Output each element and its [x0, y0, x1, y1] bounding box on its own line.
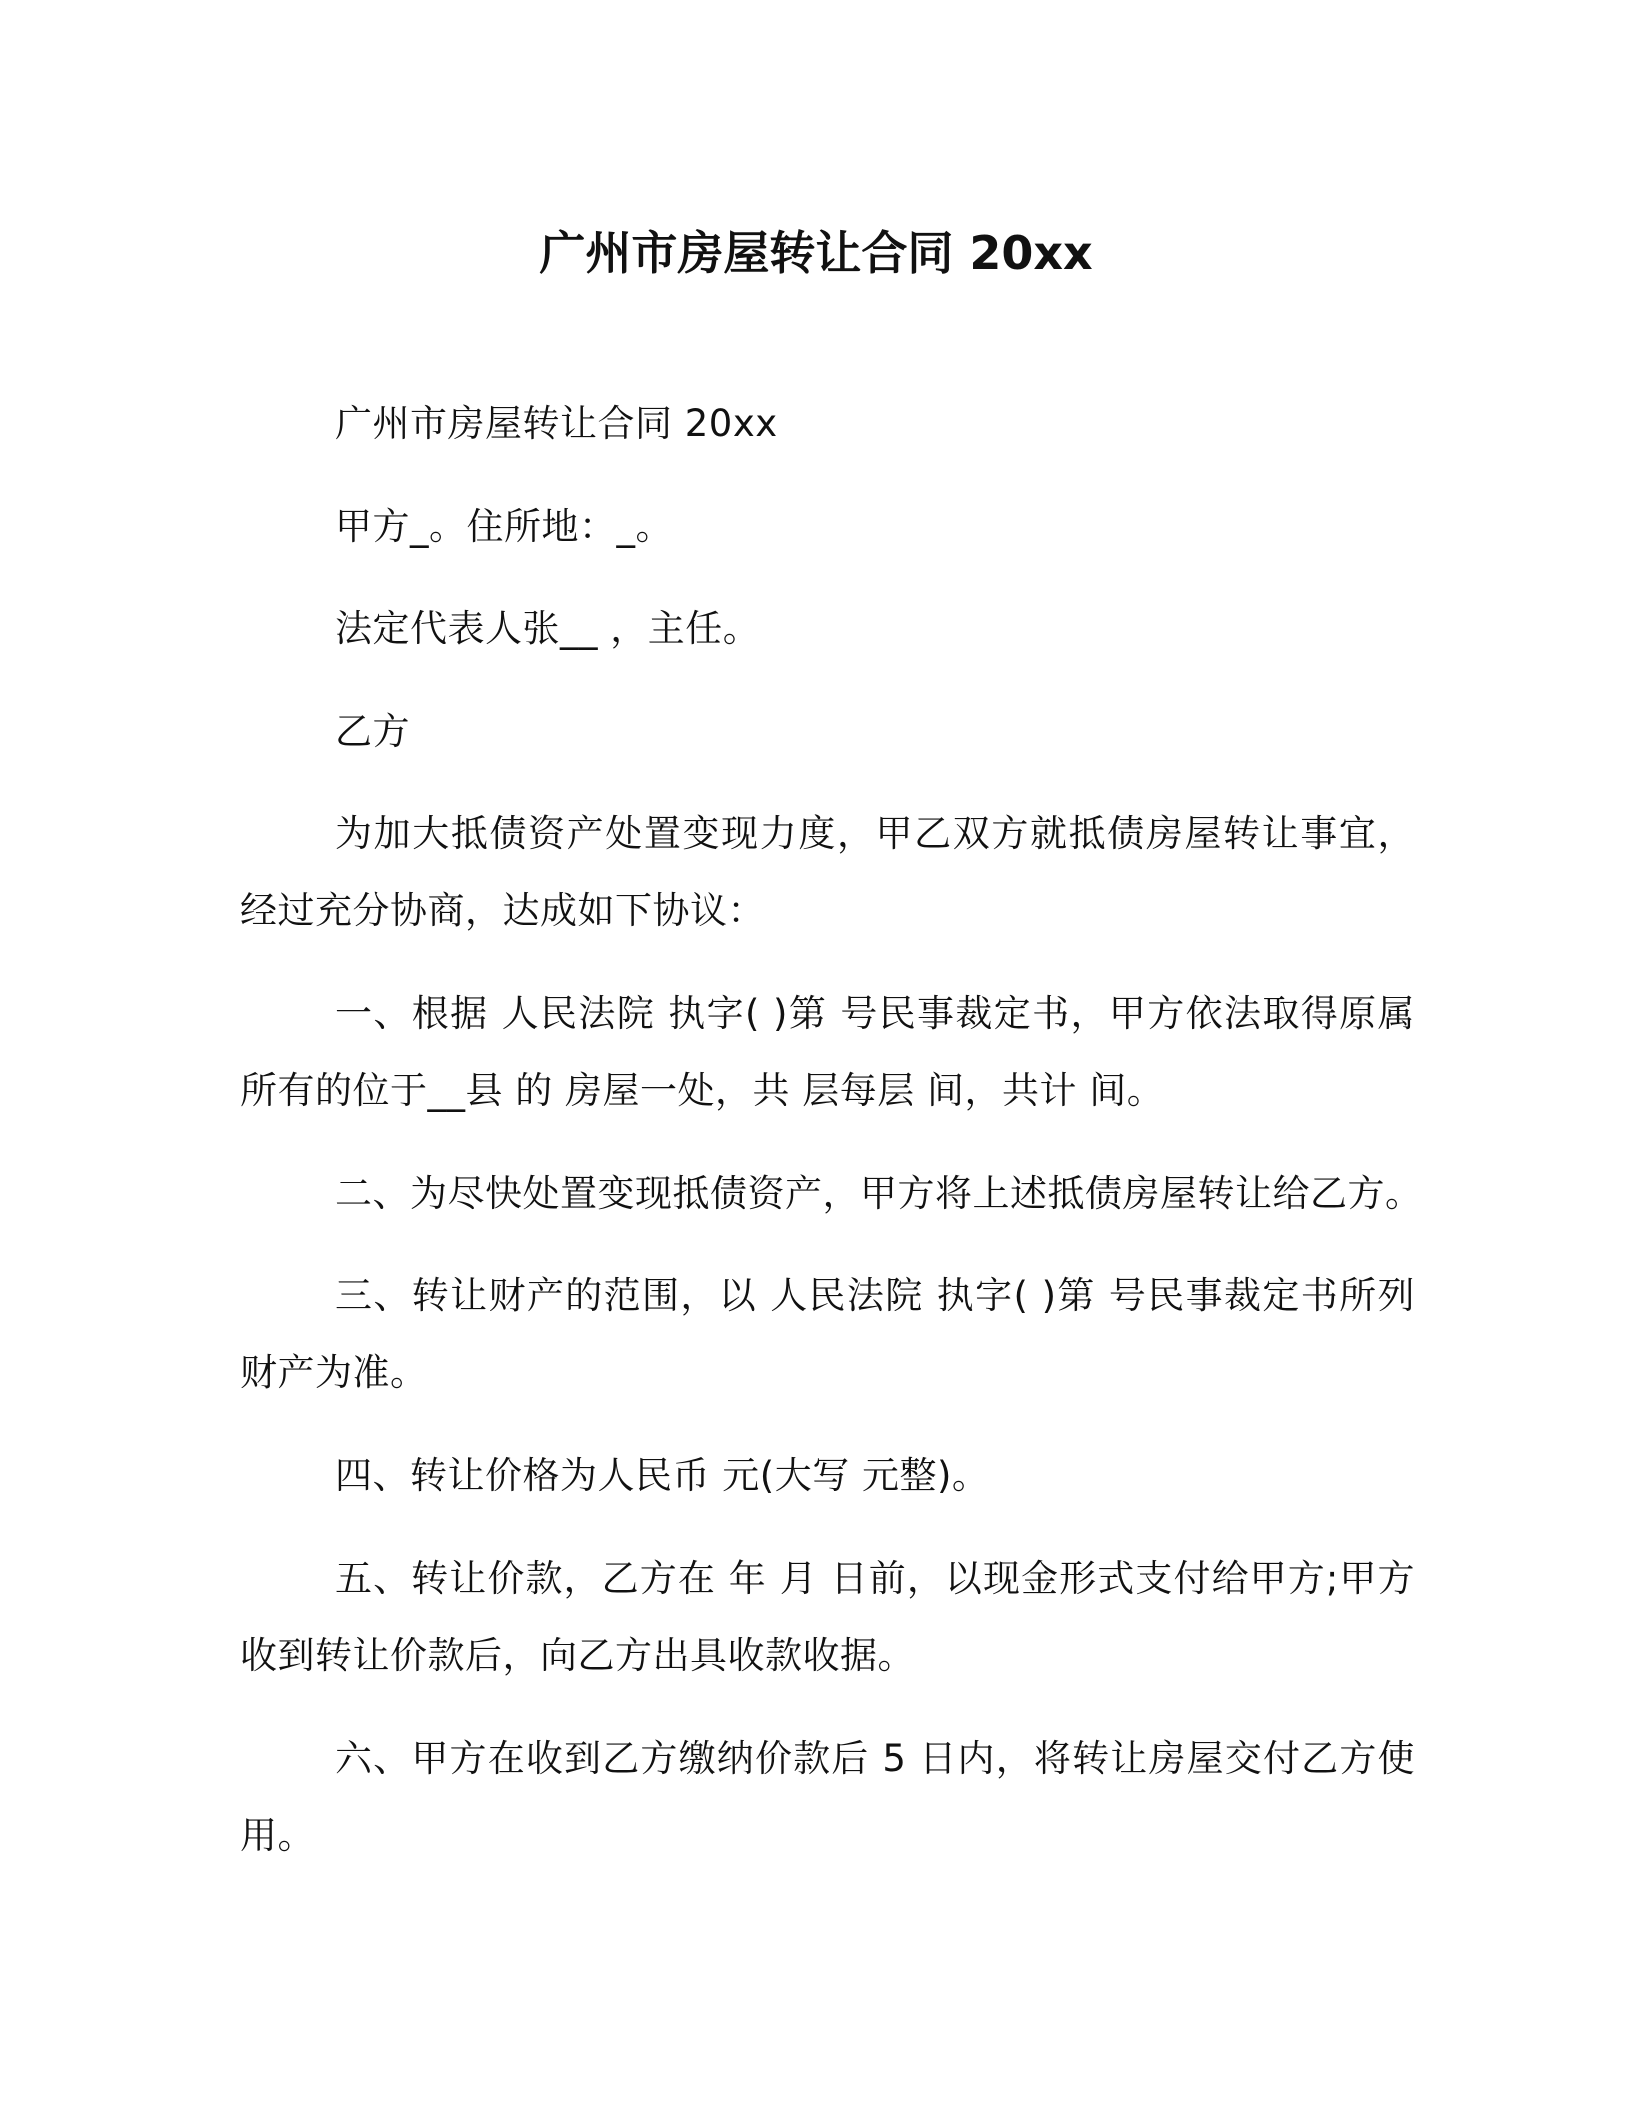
- paragraph-legal-rep: 法定代表人张__ ，主任。: [335, 607, 761, 650]
- paragraph-clause-6: 六、甲方在收到乙方缴纳价款后 5 日内，将转让房屋交付乙方使用。: [240, 1737, 1415, 1857]
- paragraph-clause-1: 一、根据 人民法院 执字( )第 号民事裁定书，甲方依法取得原属所有的位于__县 的 房屋一处，共 层每层 间，共计 间。: [240, 992, 1415, 1112]
- document-title: 广州市房屋转让合同 20xx: [539, 226, 1093, 280]
- paragraph-heading: 广州市房屋转让合同 20xx: [335, 402, 778, 445]
- paragraph-preamble: 为加大抵债资产处置变现力度，甲乙双方就抵债房屋转让事宜，经过充分协商，达成如下协议：: [240, 812, 1415, 932]
- paragraph-clause-4: 四、转让价格为人民币 元(大写 元整)。: [335, 1454, 990, 1497]
- paragraph-clause-5: 五、转让价款，乙方在 年 月 日前，以现金形式支付给甲方;甲方收到转让价款后，向乙方出具收款收据。: [240, 1557, 1415, 1677]
- paragraph-clause-3: 三、转让财产的范围，以 人民法院 执字( )第 号民事裁定书所列财产为准。: [240, 1274, 1415, 1394]
- paragraph-party-a: 甲方_。住所地：_。: [335, 505, 673, 548]
- paragraph-clause-2: 二、为尽快处置变现抵债资产，甲方将上述抵债房屋转让给乙方。: [335, 1172, 1423, 1215]
- paragraph-party-b: 乙方: [335, 710, 410, 753]
